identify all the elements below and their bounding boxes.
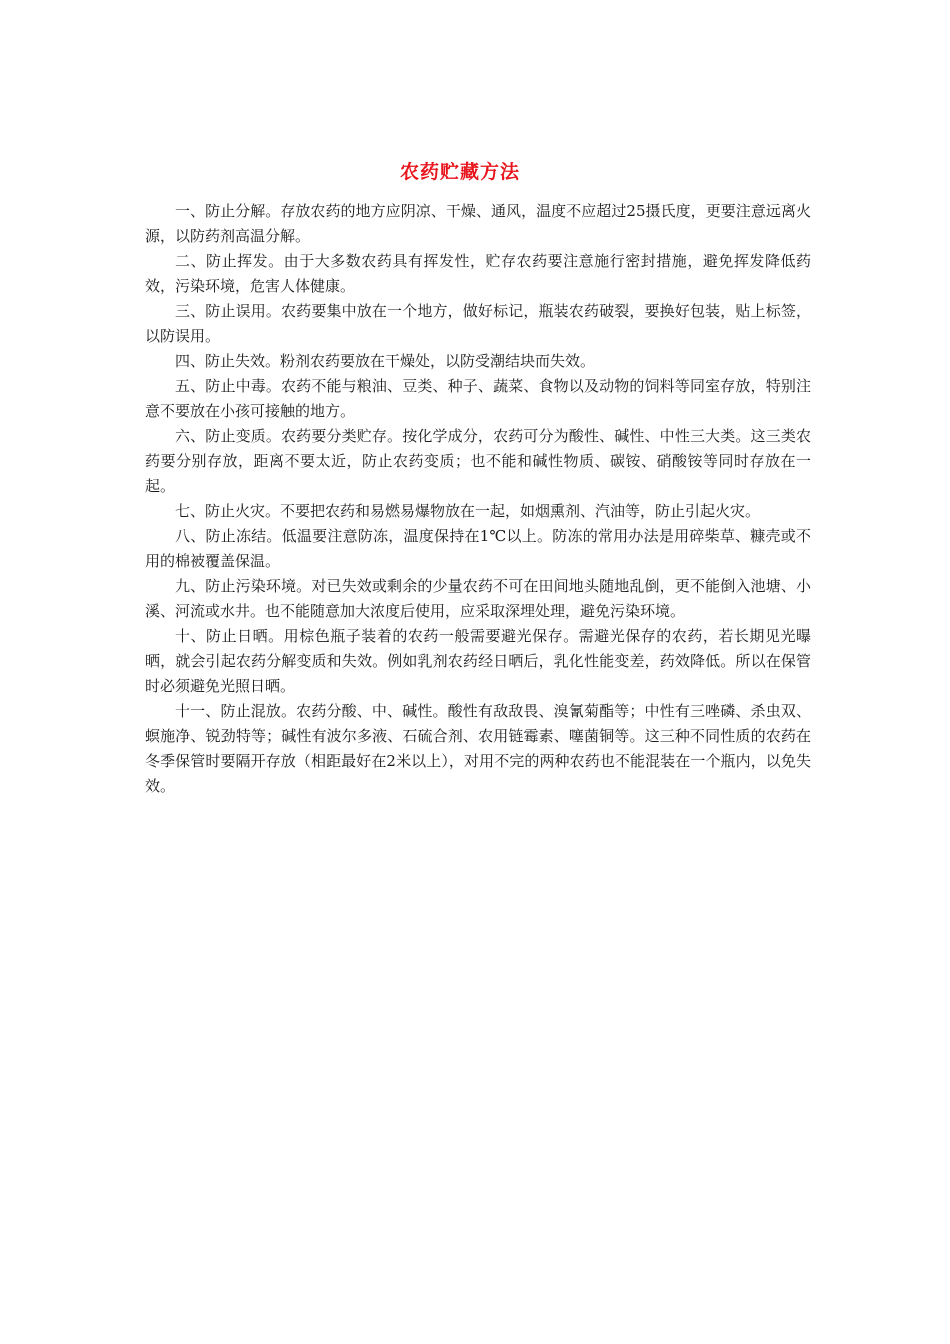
paragraph-prevent-ineffectiveness: 四、防止失效。粉剂农药要放在干燥处，以防受潮结块而失效。 xyxy=(175,352,596,370)
paragraph-prevent-misuse: 三、防止误用。农药要集中放在一个地方，做好标记，瓶装农药破裂，要换好包装，贴上标签，以防误用。 xyxy=(145,302,811,345)
document-body xyxy=(145,199,811,799)
paragraph-prevent-freezing: 八、防止冻结。低温要注意防冻，温度保持在1℃以上。防冻的常用办法是用碎柴草、糠壳或不用的棉被覆盖保温。 xyxy=(145,527,811,570)
paragraph-prevent-pollution: 九、防止污染环境。对已失效或剩余的少量农药不可在田间地头随地乱倒，更不能倒入池塘、小溪、河流或水井。也不能随意加大浓度后使用，应采取深埋处理，避免污染环境。 xyxy=(145,577,811,620)
paragraph-prevent-decomposition: 一、防止分解。存放农药的地方应阴凉、干燥、通风，温度不应超过25摄氏度，更要注意远离火源，以防药剂高温分解。 xyxy=(145,202,811,245)
paragraph-prevent-mixing: 十一、防止混放。农药分酸、中、碱性。酸性有敌敌畏、溴氰菊酯等；中性有三唑磷、杀虫双、螟施净、锐劲特等；碱性有波尔多液、石硫合剂、农用链霉素、噻菌铜等。这三种不同性质的农药在冬季保管时要隔开存放（相距最好在2米以上），对用不完的两种农药也不能混装在一个瓶内，以免失效。 xyxy=(145,702,811,795)
paragraph-prevent-sun-exposure: 十、防止日晒。用棕色瓶子装着的农药一般需要避光保存。需避光保存的农药，若长期见光曝晒，就会引起农药分解变质和失效。例如乳剂农药经日晒后，乳化性能变差，药效降低。所以在保管时必须避免光照日晒。 xyxy=(145,627,811,695)
paragraph-prevent-fire: 七、防止火灾。不要把农药和易燃易爆物放在一起，如烟熏剂、汽油等，防止引起火灾。 xyxy=(175,502,761,520)
paragraph-prevent-volatilization: 二、防止挥发。由于大多数农药具有挥发性，贮存农药要注意施行密封措施，避免挥发降低药效，污染环境，危害人体健康。 xyxy=(145,252,811,295)
paragraph-prevent-poisoning: 五、防止中毒。农药不能与粮油、豆类、种子、蔬菜、食物以及动物的饲料等同室存放，特别注意不要放在小孩可接触的地方。 xyxy=(145,377,811,420)
document-title: 农药贮藏方法 xyxy=(399,161,520,183)
paragraph-prevent-deterioration: 六、防止变质。农药要分类贮存。按化学成分，农药可分为酸性、碱性、中性三大类。这三类农药要分别存放，距离不要太近，防止农药变质；也不能和碱性物质、碳铵、硝酸铵等同时存放在一起。 xyxy=(145,427,811,495)
